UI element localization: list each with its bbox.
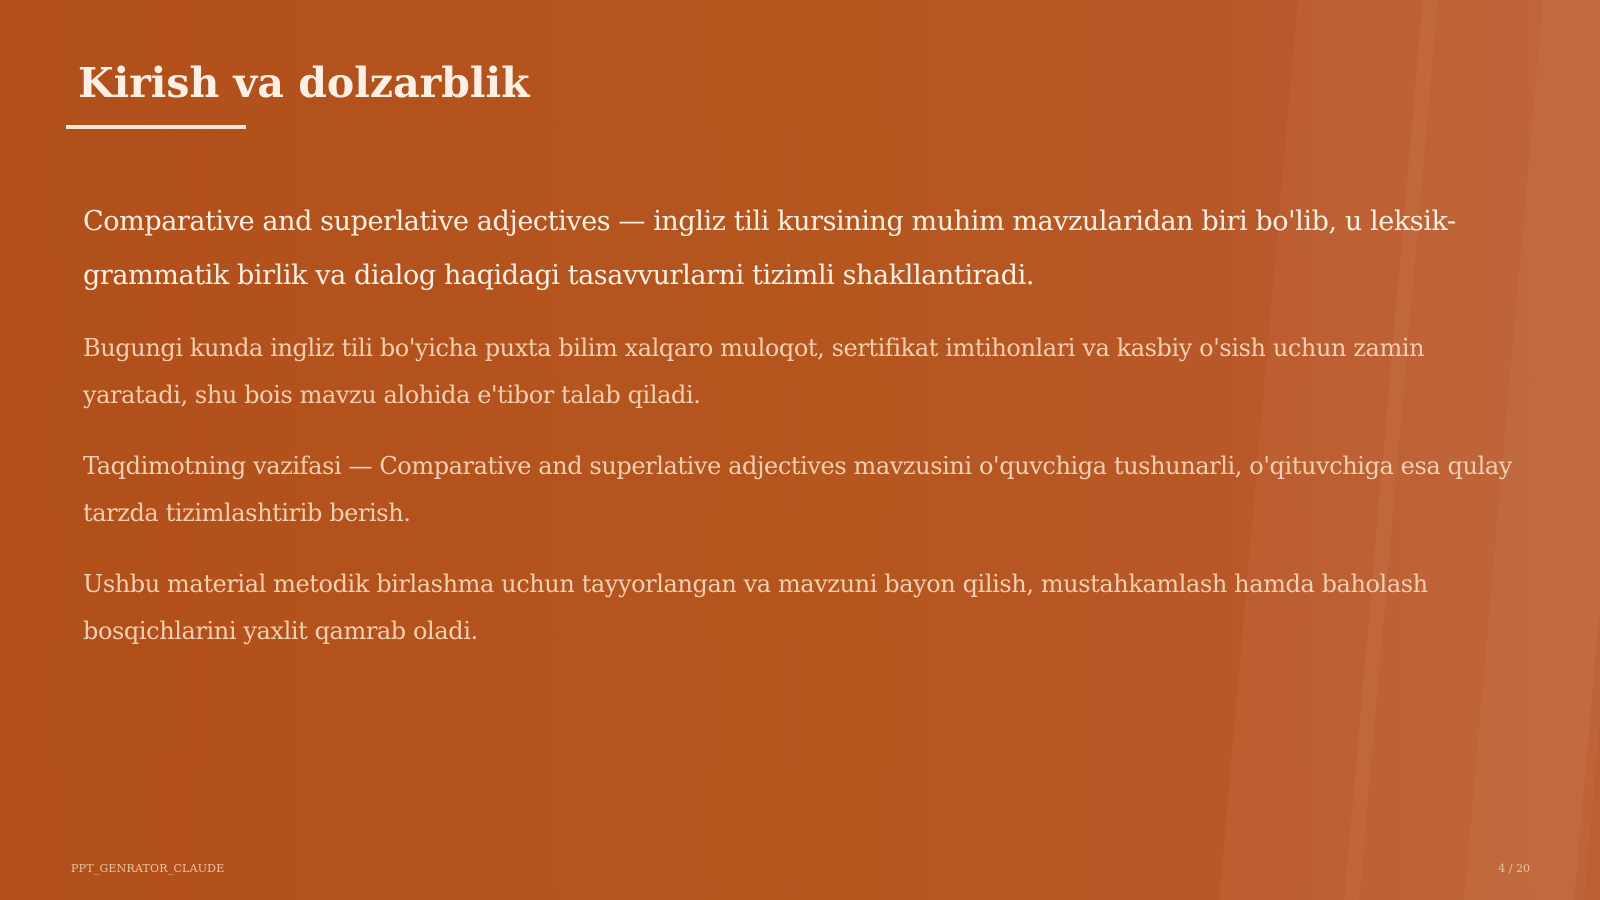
body-paragraph-3: Ushbu material metodik birlashma uchun tayyorlangan va mavzuni bayon qilish, mustahkamlash hamda baholash bosqichlarini yaxlit qamrab oladi. — [83, 570, 1428, 645]
footer-source-label: PPT_GENRATOR_CLAUDE — [71, 862, 225, 875]
page-number: 4 / 20 — [1498, 862, 1530, 875]
body-paragraph-2: Taqdimotning vazifasi — Comparative and superlative adjectives mavzusini o'quvchiga tushunarli, o'qituvchiga esa qulay tarzda tizimlashtirib berish. — [83, 452, 1512, 527]
slide-title: Kirish va dolzarblik — [78, 59, 530, 107]
slide-content — [83, 195, 1523, 679]
lead-paragraph: Comparative and superlative adjectives — ingliz tili kursining muhim mavzularidan biri bo'lib, u leksik-grammatik birlik va dialog haqidagi tasavvurlarni tizimli shakllantiradi. — [83, 206, 1456, 291]
title-underline — [66, 125, 246, 129]
body-paragraph-1: Bugungi kunda ingliz tili bo'yicha puxta bilim xalqaro muloqot, sertifikat imtihonlari va kasbiy o'sish uchun zamin yaratadi, shu bois mavzu alohida e'tibor talab qiladi. — [83, 334, 1425, 409]
